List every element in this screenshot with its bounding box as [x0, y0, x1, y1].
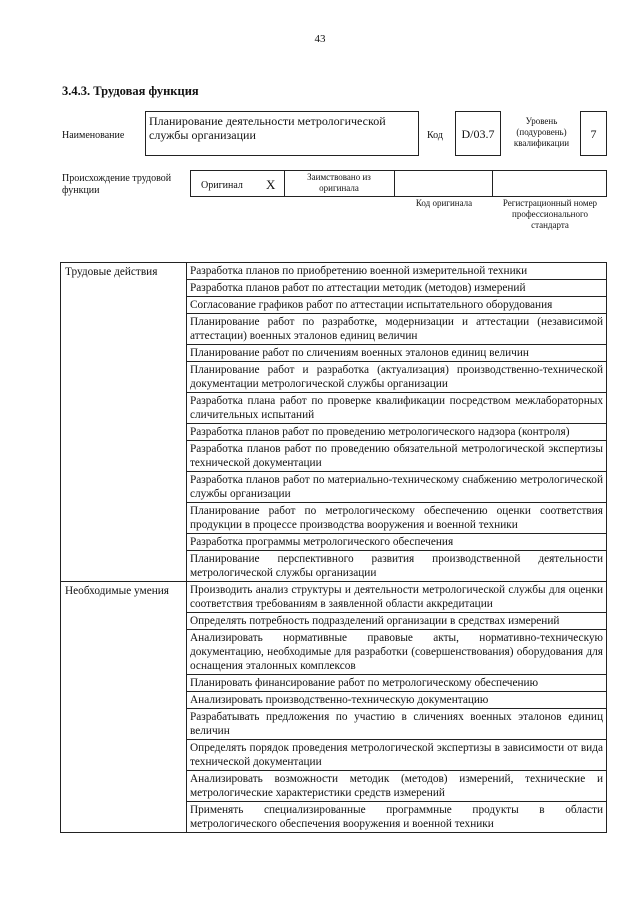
labor-actions-item: Разработка планов работ по материально-техническому снабжению метрологической службы организации — [187, 472, 607, 503]
divider — [394, 171, 395, 196]
labor-actions-item: Планирование работ по сличениям военных эталонов единиц величин — [187, 345, 607, 362]
page-number: 43 — [314, 33, 326, 45]
origin-reg-label: Регистрационный номер профессионального стандарта — [502, 198, 598, 230]
skills-item: Определять порядок проведения метрологической экспертизы в зависимости от вида технической документации — [187, 740, 607, 771]
labor-actions-item: Согласование графиков работ по аттестации испытательного оборудования — [187, 297, 607, 314]
skills-item: Анализировать производственно-техническую документацию — [187, 692, 607, 709]
origin-mark: X — [266, 177, 276, 192]
skills-item: Анализировать нормативные правовые акты, нормативно-техническую документацию, необходимые для разработки (совершенствования) оборудования для оснащения эталонных комплексов — [187, 630, 607, 675]
code-label: Код — [427, 130, 443, 141]
divider — [284, 171, 285, 196]
labor-actions-item: Разработка планов работ по проведению метрологического надзора (контроля) — [187, 424, 607, 441]
divider — [492, 171, 493, 196]
labor-actions-item: Планирование работ по разработке, модернизации и аттестации (независимой аттестации) военных эталонов единиц величин — [187, 314, 607, 345]
labor-actions-item: Разработка планов работ по проведению обязательной метрологической экспертизы технической документации — [187, 441, 607, 472]
skills-item: Анализировать возможности методик (методов) измерений, технические и метрологические характеристики средств измерений — [187, 771, 607, 802]
name-value: Планирование деятельности метрологической службы организации — [145, 111, 419, 156]
labor-actions-item: Планирование работ по метрологическому обеспечению оценки соответствия продукции в процессе производства вооружения и военной техники — [187, 503, 607, 534]
skills-item: Определять потребность подразделений организации в средствах измерений — [187, 613, 607, 630]
skills-item: Применять специализированные программные продукты в области метрологического обеспечения вооружения и военной техники — [187, 802, 607, 833]
table-row — [61, 263, 607, 280]
skills-item: Планировать финансирование работ по метрологическому обеспечению — [187, 675, 607, 692]
labor-actions-item: Планирование работ и разработка (актуализация) производственно-технической документации метрологической службы организации — [187, 362, 607, 393]
table-row — [61, 582, 607, 613]
origin-borrowed: Заимствовано из оригинала — [307, 172, 371, 193]
labor-actions-item: Разработка планов работ по аттестации методик (методов) измерений — [187, 280, 607, 297]
skills-label: Необходимые умения — [61, 582, 187, 833]
origin-code-label: Код оригинала — [415, 198, 473, 208]
labor-actions-item: Разработка планов по приобретению военной измерительной техники — [187, 263, 607, 280]
code-value: D/03.7 — [455, 111, 501, 156]
labor-actions-item: Планирование перспективного развития производственной деятельности метрологической службы организации — [187, 551, 607, 582]
skills-item: Разрабатывать предложения по участию в сличениях военных эталонов единиц величин — [187, 709, 607, 740]
labor-actions-item: Разработка плана работ по проверке квалификации посредством межлабораторных сличительных испытаний — [187, 393, 607, 424]
skills-item: Производить анализ структуры и деятельности метрологической службы для оценки соответствия требованиям в заявленной области аккредитации — [187, 582, 607, 613]
labor-actions-item: Разработка программы метрологического обеспечения — [187, 534, 607, 551]
origin-box — [190, 170, 607, 197]
section-title: 3.4.3. Трудовая функция — [62, 84, 199, 98]
name-label: Наименование — [62, 130, 125, 141]
origin-label: Происхождение трудовой функции — [62, 173, 172, 196]
competency-table — [60, 262, 607, 833]
level-label: Уровень (подуровень) квалификации — [513, 116, 570, 148]
origin-original: Оригинал — [201, 180, 243, 191]
level-value: 7 — [580, 111, 607, 156]
labor-actions-label: Трудовые действия — [61, 263, 187, 582]
